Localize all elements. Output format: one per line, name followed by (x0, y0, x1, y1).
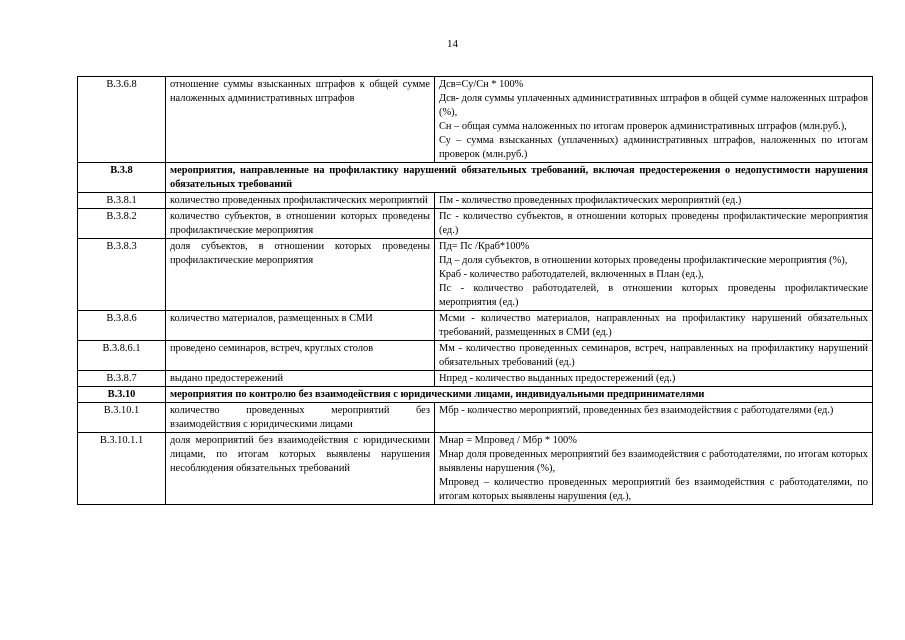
formula-line: Пм - количество проведенных профилактических мероприятий (ед.) (439, 195, 742, 206)
formula-line: Мпровед – количество проведенных мероприятий без взаимодействия с работодателями, по итогам которых выявлены нарушения (ед.), (439, 477, 868, 502)
indicator-code: В.3.8.6 (78, 311, 166, 341)
page-number: 14 (447, 38, 458, 50)
indicator-code: В.3.10.1 (78, 403, 166, 433)
formula-line: Пд= Пс /Краб*100% (439, 241, 530, 252)
indicator-row (78, 77, 873, 163)
indicator-code: В.3.8.1 (78, 193, 166, 209)
indicator-name: выдано предостережений (166, 371, 435, 387)
indicator-row (78, 193, 873, 209)
indicator-code: В.3.8 (78, 163, 166, 193)
indicator-row (78, 403, 873, 433)
indicator-name: доля субъектов, в отношении которых проведены профилактические мероприятия (166, 239, 435, 311)
indicator-name: проведено семинаров, встреч, круглых столов (166, 341, 435, 371)
indicator-formula (435, 239, 873, 311)
section-heading: мероприятия по контролю без взаимодействия с юридическими лицами, индивидуальными предпринимателями (166, 387, 873, 403)
formula-line: Су – сумма взысканных (уплаченных) административных штрафов, наложенных по итогам проверок (млн.руб.) (439, 135, 868, 160)
formula-line: Пд – доля субъектов, в отношении которых проведены профилактические мероприятия (%), (439, 255, 848, 266)
formula-line: Мбр - количество мероприятий, проведенных без взаимодействия с работодателями (ед.) (439, 405, 834, 416)
section-heading-row (78, 163, 873, 193)
indicator-name: отношение суммы взысканных штрафов к общей сумме наложенных административных штрафов (166, 77, 435, 163)
indicator-formula (435, 433, 873, 505)
indicator-row (78, 239, 873, 311)
formula-line: Мсми - количество материалов, направленных на профилактику нарушений обязательных требований, размещенных в СМИ (ед.) (439, 313, 868, 338)
indicator-code: В.3.6.8 (78, 77, 166, 163)
formula-line: Пс - количество субъектов, в отношении которых проведены профилактические мероприятия (ед.) (439, 211, 868, 236)
formula-line: Краб - количество работодателей, включенных в План (ед.), (439, 269, 704, 280)
indicators-table (77, 76, 873, 505)
formula-line: Дсв=Су/Сн * 100% (439, 79, 524, 90)
formula-line: Мнар = Мпровед / Мбр * 100% (439, 435, 577, 446)
indicator-code: В.3.8.7 (78, 371, 166, 387)
formula-line: Мнар доля проведенных мероприятий без взаимодействия с работодателями, по итогам которых выявлены нарушения (%), (439, 449, 868, 474)
formula-line: Сн – общая сумма наложенных по итогам проверок административных штрафов (млн.руб.), (439, 121, 847, 132)
indicator-name: доля мероприятий без взаимодействия с юридическими лицами, по итогам которых выявлены нарушения несоблюдения обязательных требований (166, 433, 435, 505)
indicator-name: количество субъектов, в отношении которых проведены профилактические мероприятия (166, 209, 435, 239)
indicator-code: В.3.8.6.1 (78, 341, 166, 371)
indicator-row (78, 209, 873, 239)
indicator-code: В.3.10 (78, 387, 166, 403)
formula-line: Мм - количество проведенных семинаров, встреч, направленных на профилактику нарушений обязательных требований (ед.) (439, 343, 868, 368)
formula-line: Дсв- доля суммы уплаченных административных штрафов в общей сумме наложенных штрафов (%), (439, 93, 868, 118)
indicator-code: В.3.8.3 (78, 239, 166, 311)
indicator-name: количество проведенных профилактических мероприятий (166, 193, 435, 209)
indicator-row (78, 433, 873, 505)
indicator-row (78, 371, 873, 387)
indicator-formula (435, 403, 873, 433)
section-heading-row (78, 387, 873, 403)
indicator-formula (435, 193, 873, 209)
indicator-formula (435, 371, 873, 387)
formula-line: Нпред - количество выданных предостережений (ед.) (439, 373, 676, 384)
indicator-row (78, 311, 873, 341)
section-heading: мероприятия, направленные на профилактику нарушений обязательных требований, включая предостережения о недопустимости нарушения обязательных требований (166, 163, 873, 193)
indicator-row (78, 341, 873, 371)
indicator-code: В.3.10.1.1 (78, 433, 166, 505)
formula-line: Пс - количество работодателей, в отношении которых проведены профилактические мероприятия (ед.) (439, 283, 868, 308)
indicator-formula (435, 209, 873, 239)
indicator-code: В.3.8.2 (78, 209, 166, 239)
indicator-name: количество материалов, размещенных в СМИ (166, 311, 435, 341)
indicator-formula (435, 341, 873, 371)
indicator-formula (435, 311, 873, 341)
indicator-formula (435, 77, 873, 163)
indicator-name: количество проведенных мероприятий без взаимодействия с юридическими лицами (166, 403, 435, 433)
indicators-table-body (78, 77, 873, 505)
